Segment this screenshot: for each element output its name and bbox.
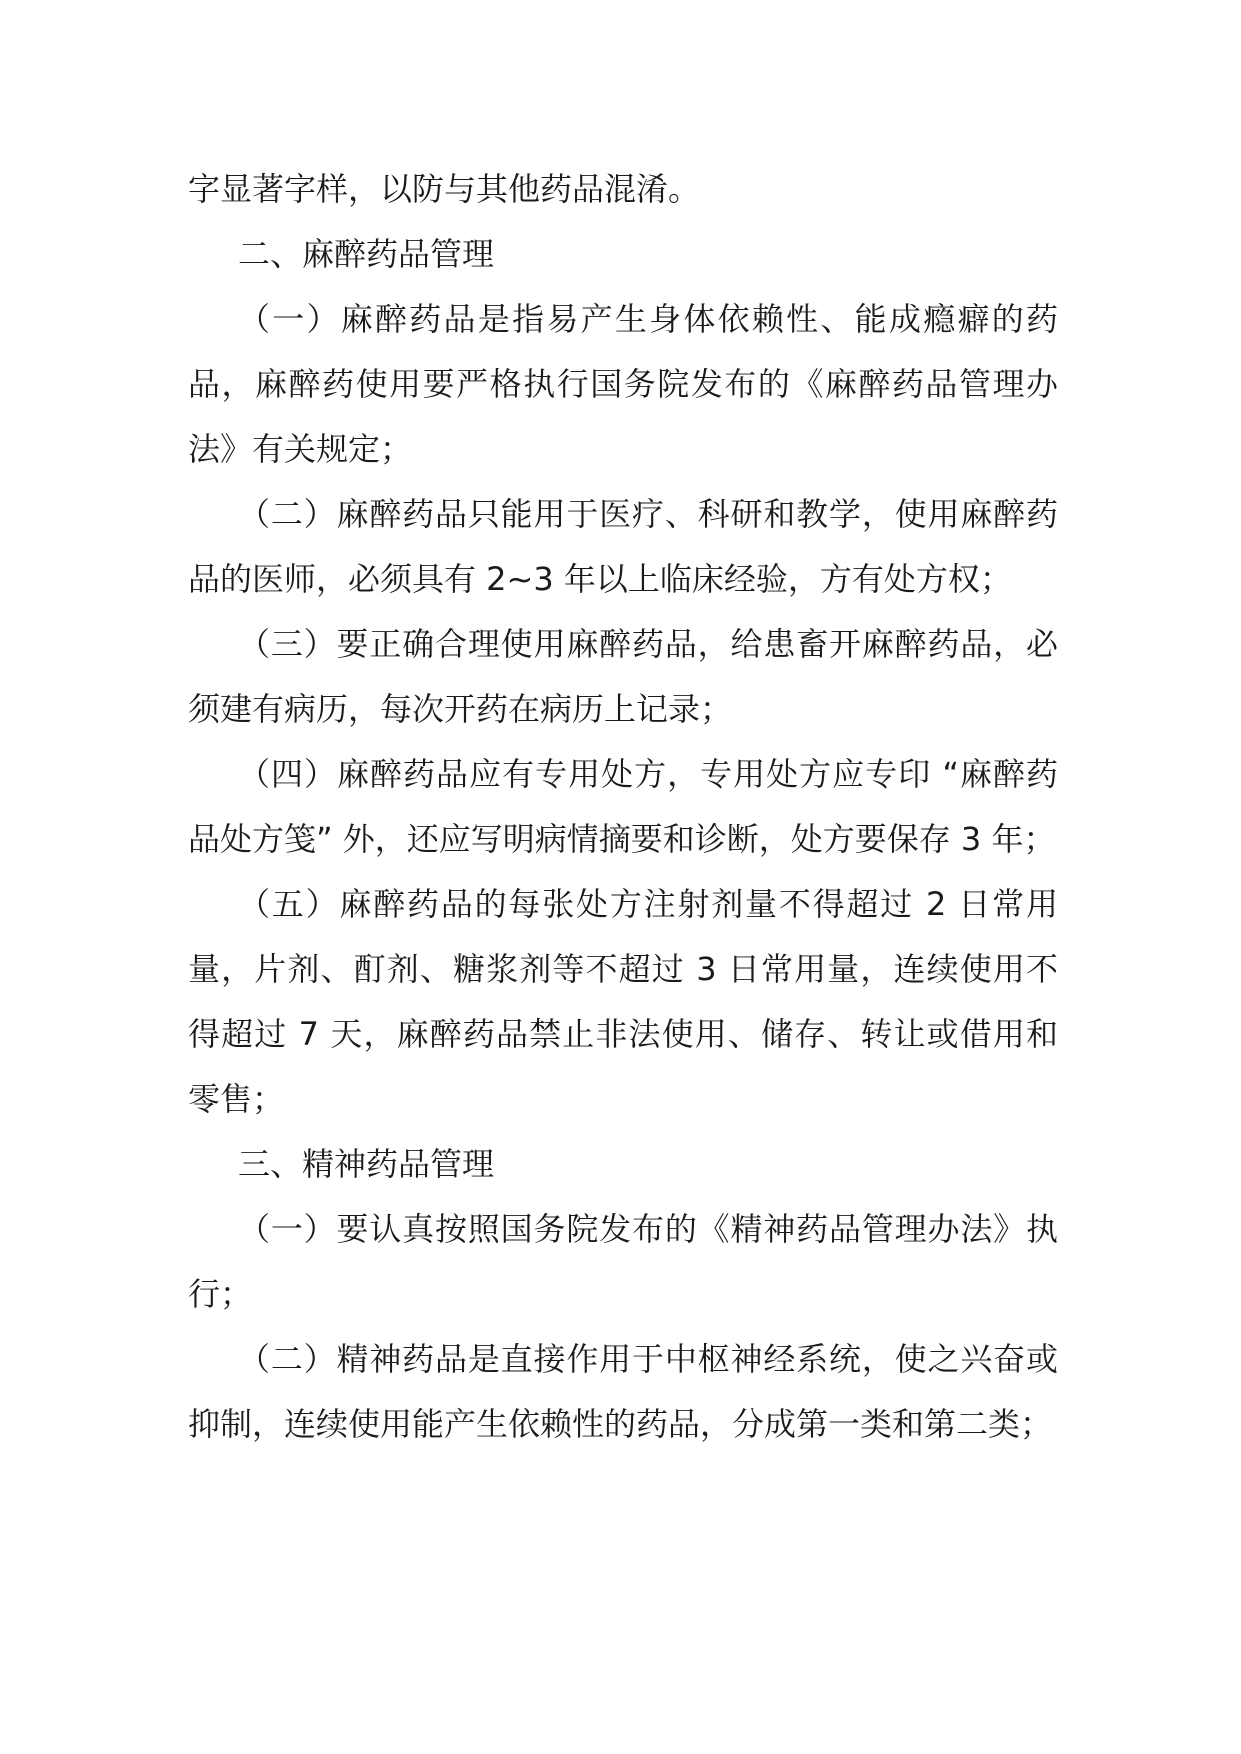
paragraph-continuation: 字显著字样，以防与其他药品混淆。 [188,170,701,208]
paragraph-psychotropic-1: （一）要认真按照国务院发布的《精神药品管理办法》执行； [188,1210,1058,1313]
document-page [188,157,1058,1457]
paragraph-psychotropic-2: （二）精神药品是直接作用于中枢神经系统，使之兴奋或抑制，连续使用能产生依赖性的药品，分成第一类和第二类； [188,1340,1058,1443]
paragraph-anesthetic-2: （二）麻醉药品只能用于医疗、科研和教学，使用麻醉药品的医师，必须具有 2~3 年以上临床经验，方有处方权； [188,495,1058,598]
section-heading-psychotropic-drugs: 三、精神药品管理 [238,1145,495,1183]
paragraph-anesthetic-4: （四）麻醉药品应有专用处方，专用处方应专印 “麻醉药品处方笺” 外，还应写明病情摘要和诊断，处方要保存 3 年； [188,755,1058,858]
section-heading-anesthetic-drugs: 二、麻醉药品管理 [238,235,495,273]
paragraph-anesthetic-5: （五）麻醉药品的每张处方注射剂量不得超过 2 日常用量，片剂、酊剂、糖浆剂等不超过 3 日常用量，连续使用不得超过 7 天，麻醉药品禁止非法使用、储存、转让或借用和零售； [188,885,1058,1118]
paragraph-anesthetic-1: （一）麻醉药品是指易产生身体依赖性、能成瘾癖的药品，麻醉药使用要严格执行国务院发布的《麻醉药品管理办法》有关规定； [188,300,1058,468]
paragraph-anesthetic-3: （三）要正确合理使用麻醉药品，给患畜开麻醉药品，必须建有病历，每次开药在病历上记录； [188,625,1058,728]
